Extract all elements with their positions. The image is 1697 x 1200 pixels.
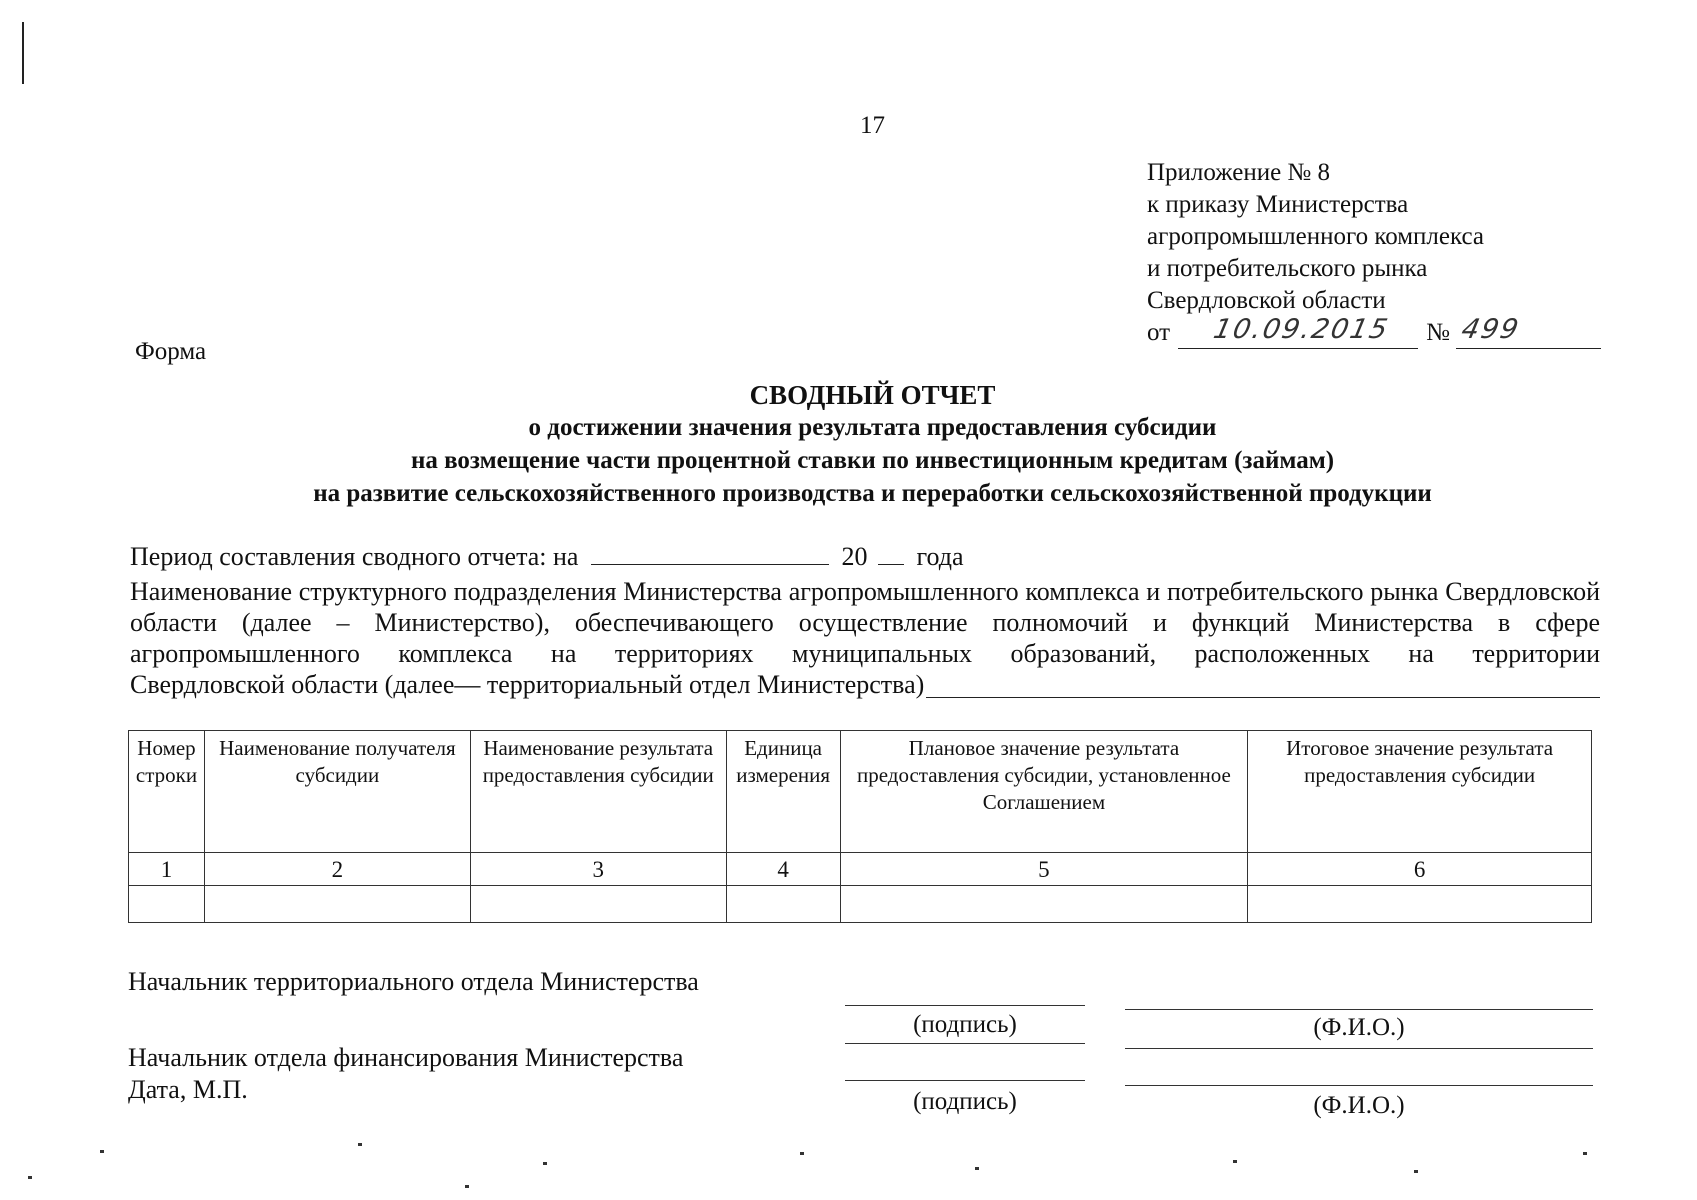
period-line (130, 540, 964, 572)
report-subtitle-line-2: на возмещение части процентной ставки по инвестиционным кредитам (займам) (410, 447, 1335, 474)
period-year-prefix: 20 (841, 542, 868, 571)
form-label: Форма (135, 338, 207, 365)
name-line-1 (1125, 1009, 1593, 1010)
appendix-line-3: агропромышленного комплекса (1147, 223, 1485, 250)
order-date-row (1147, 314, 1667, 349)
table-cell (1248, 886, 1592, 923)
table-numbering-row (129, 853, 1592, 886)
header-recipient-name: Наименование получателя субсидии (204, 731, 470, 853)
head-territorial-label: Начальник территориального отдела Министерства (128, 967, 699, 996)
scan-speck (975, 1167, 979, 1170)
table-cell (204, 886, 470, 923)
table-cell (840, 886, 1248, 923)
column-number-5: 5 (840, 853, 1248, 886)
scan-speck (1414, 1170, 1418, 1173)
scan-speck (1583, 1152, 1587, 1155)
header-unit: Единица измерения (726, 731, 840, 853)
appendix-line-1: Приложение № 8 (1147, 159, 1331, 186)
header-planned-value: Плановое значение результата предоставления субсидии, установленное Соглашением (840, 731, 1248, 853)
appendix-line-2: к приказу Министерства (1147, 191, 1409, 218)
period-prefix: Период составления сводного отчета: на (130, 542, 579, 571)
order-number-field (1456, 314, 1601, 349)
page-number: 17 (860, 112, 885, 139)
signature-caption-2: (подпись) (913, 1088, 1017, 1115)
department-paragraph (130, 576, 1600, 700)
signature-line-1 (845, 1005, 1085, 1006)
paragraph-last-line (130, 669, 1600, 700)
column-number-4: 4 (726, 853, 840, 886)
table-cell (129, 886, 205, 923)
scan-speck (800, 1152, 804, 1155)
column-number-3: 3 (470, 853, 726, 886)
signature-caption-1: (подпись) (913, 1011, 1017, 1038)
date-prefix: от (1147, 319, 1171, 346)
report-subtitle-line-3: на развитие сельскохозяйственного производства и переработки сельскохозяйственной продукции (313, 480, 1432, 507)
signature-underline-1 (845, 1043, 1085, 1044)
period-year-blank (878, 540, 904, 565)
header-result-name: Наименование результата предоставления субсидии (470, 731, 726, 853)
handwritten-date: 10.09.2015 (1210, 314, 1393, 345)
table-cell (726, 886, 840, 923)
appendix-block (1147, 157, 1667, 349)
order-date-field (1178, 314, 1418, 349)
report-table (128, 730, 1592, 923)
scan-speck (1233, 1160, 1237, 1163)
scan-speck (28, 1176, 32, 1179)
name-line-2 (1125, 1085, 1593, 1086)
name-caption-1: (Ф.И.О.) (1313, 1014, 1405, 1041)
table-header-row (129, 731, 1592, 853)
name-underline-1 (1125, 1048, 1593, 1049)
head-finance-label: Начальник отдела финансирования Министерства (128, 1043, 684, 1072)
scan-edge-mark (22, 22, 24, 84)
scan-speck (543, 1162, 547, 1165)
column-number-1: 1 (129, 853, 205, 886)
column-number-6: 6 (1248, 853, 1592, 886)
scan-speck (465, 1185, 469, 1188)
report-title: СВОДНЫЙ ОТЧЕТ (749, 380, 996, 410)
table-row (129, 886, 1592, 923)
handwritten-number: 499 (1458, 314, 1523, 345)
signature-line-2 (845, 1080, 1085, 1081)
period-suffix: года (916, 542, 964, 571)
scan-speck (358, 1143, 362, 1146)
paragraph-body: Наименование структурного подразделения Министерства агропромышленного комплекса и потребительского рынка Свердловской области (далее – Министерство), обеспечивающего осуществление полномочий и функций Министерства в сфере агропромышленного комплекса на территориях муниципальных образований, расположенных на территории (130, 577, 1600, 668)
department-name-blank (926, 669, 1600, 698)
number-prefix: № (1426, 319, 1450, 346)
paragraph-last-text: Свердловской области (далее— территориальный отдел Министерства) (130, 670, 925, 699)
date-stamp-label: Дата, М.П. (128, 1075, 248, 1104)
report-subtitle-line-1: о достижении значения результата предоставления субсидии (528, 414, 1217, 441)
period-date-blank (591, 540, 829, 565)
appendix-line-4: и потребительского рынка (1147, 255, 1428, 282)
name-caption-2: (Ф.И.О.) (1313, 1092, 1405, 1119)
table-cell (470, 886, 726, 923)
header-final-value: Итоговое значение результата предоставления субсидии (1248, 731, 1592, 853)
header-row-number: Номер строки (129, 731, 205, 853)
scan-speck (100, 1150, 104, 1153)
column-number-2: 2 (204, 853, 470, 886)
appendix-line-5: Свердловской области (1147, 287, 1386, 314)
